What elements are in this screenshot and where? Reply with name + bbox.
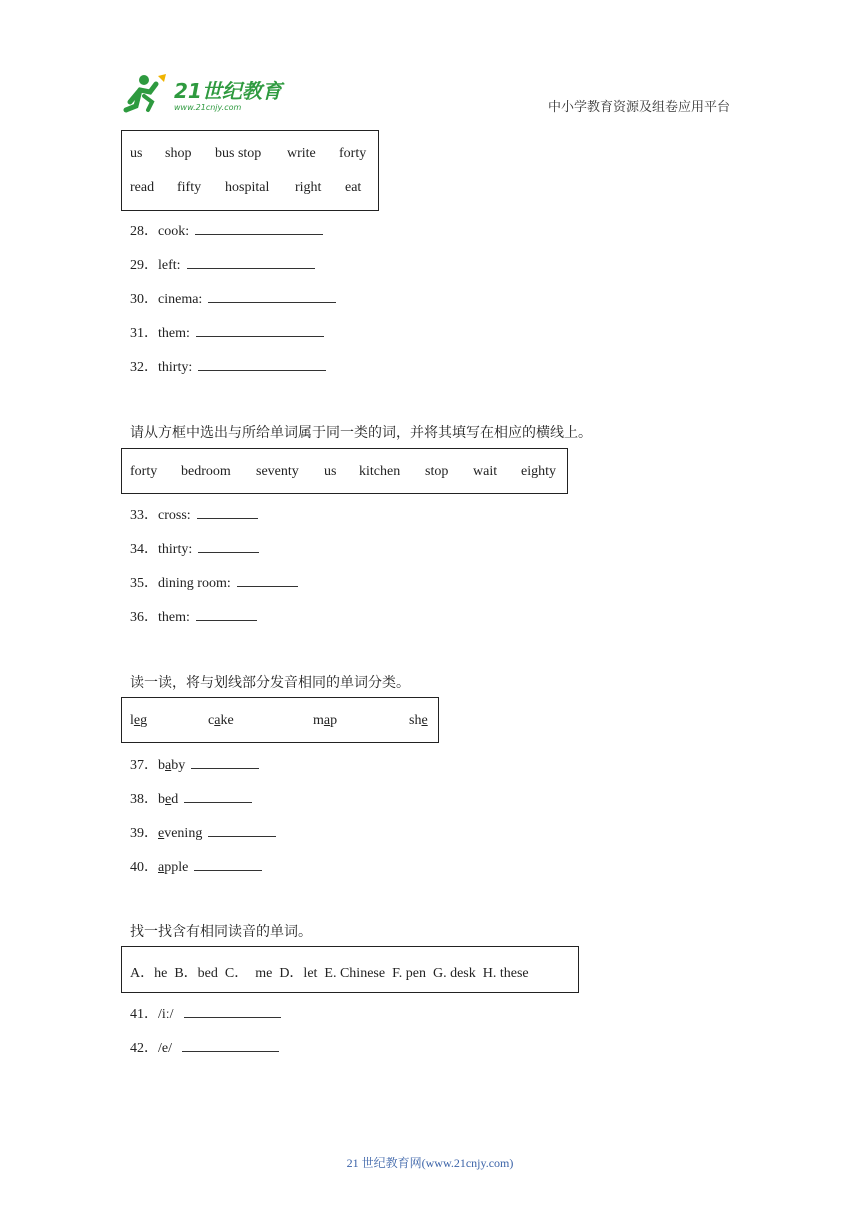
box-word: wait <box>473 464 498 479</box>
answer-blank[interactable] <box>198 538 259 553</box>
box-word: forty <box>130 464 158 479</box>
box-word: write <box>287 146 316 161</box>
question-32: 32．thirty: <box>130 356 326 376</box>
question-34: 34．thirty: <box>130 538 259 558</box>
answer-blank[interactable] <box>196 322 324 337</box>
box-word: us <box>324 464 337 479</box>
word-box-2-row <box>130 464 561 480</box>
footer-text[interactable]: 21 世纪教育网(www.21cnjy.com) <box>346 1156 514 1170</box>
section-4-instruction: 找一找含有相同读音的单词。 <box>130 925 312 940</box>
word-box-3-row <box>130 713 433 729</box>
question-39: 39．evening <box>130 822 276 842</box>
box-word: stop <box>425 464 449 479</box>
answer-blank[interactable] <box>196 606 257 621</box>
answer-blank[interactable] <box>191 754 259 769</box>
question-33: 33．cross: <box>130 504 258 524</box>
answer-blank[interactable] <box>184 1003 281 1018</box>
word-box-1-row-2 <box>130 180 369 196</box>
word-box-4 <box>121 946 579 993</box>
section-3-instruction: 读一读，将与划线部分发音相同的单词分类。 <box>130 676 410 691</box>
box-word: read <box>130 180 155 195</box>
question-40: 40．apple <box>130 856 262 876</box>
box-word: eighty <box>521 464 556 479</box>
box-word: shop <box>165 146 192 161</box>
answer-blank[interactable] <box>208 822 276 837</box>
word-box-4-row <box>130 962 529 982</box>
box-word: forty <box>339 146 367 161</box>
box-word: eat <box>345 180 362 195</box>
box-word: leg <box>130 713 148 728</box>
question-35: 35．dining room: <box>130 572 298 592</box>
box-word: kitchen <box>359 464 401 479</box>
question-30: 30．cinema: <box>130 288 336 308</box>
answer-blank[interactable] <box>182 1037 279 1052</box>
logo-url-text: www.21cnjy.com <box>174 103 242 112</box>
runner-logo-icon <box>122 72 292 114</box>
word-box-3 <box>121 697 439 743</box>
box-word: seventy <box>256 464 299 479</box>
logo-text: 21世纪教育 <box>174 79 282 103</box>
word-box-2 <box>121 448 568 494</box>
box-text: A．he B．bed C． me D．let E. Chinese F. pen G. desk H. these <box>130 966 529 981</box>
box-word: hospital <box>225 180 270 195</box>
box-word: cake <box>208 713 234 728</box>
answer-blank[interactable] <box>237 572 298 587</box>
answer-blank[interactable] <box>195 220 323 235</box>
question-36: 36．them: <box>130 606 257 626</box>
answer-blank[interactable] <box>198 356 326 371</box>
section-2-instruction: 请从方框中选出与所给单词属于同一类的词，并将其填写在相应的横线上。 <box>130 426 592 441</box>
answer-blank[interactable] <box>208 288 336 303</box>
answer-blank[interactable] <box>197 504 258 519</box>
box-word: us <box>130 146 143 161</box>
question-28: 28．cook: <box>130 220 323 240</box>
site-logo <box>122 72 292 114</box>
word-box-1 <box>121 130 379 211</box>
answer-blank[interactable] <box>194 856 262 871</box>
question-31: 31．them: <box>130 322 324 342</box>
box-word: map <box>313 713 338 728</box>
box-word: bedroom <box>181 464 231 479</box>
answer-blank[interactable] <box>187 254 315 269</box>
box-word: she <box>409 713 428 728</box>
question-41: 41．/iː/ <box>130 1003 281 1023</box>
answer-blank[interactable] <box>184 788 252 803</box>
box-word: right <box>295 180 322 195</box>
question-37: 37．baby <box>130 754 259 774</box>
header-tagline: 中小学教育资源及组卷应用平台 <box>547 99 730 114</box>
box-word: bus stop <box>215 146 262 161</box>
question-42: 42．/e/ <box>130 1037 279 1057</box>
question-38: 38．bed <box>130 788 252 808</box>
box-word: fifty <box>177 180 202 195</box>
question-29: 29．left: <box>130 254 315 274</box>
word-box-1-row-1 <box>130 146 371 162</box>
